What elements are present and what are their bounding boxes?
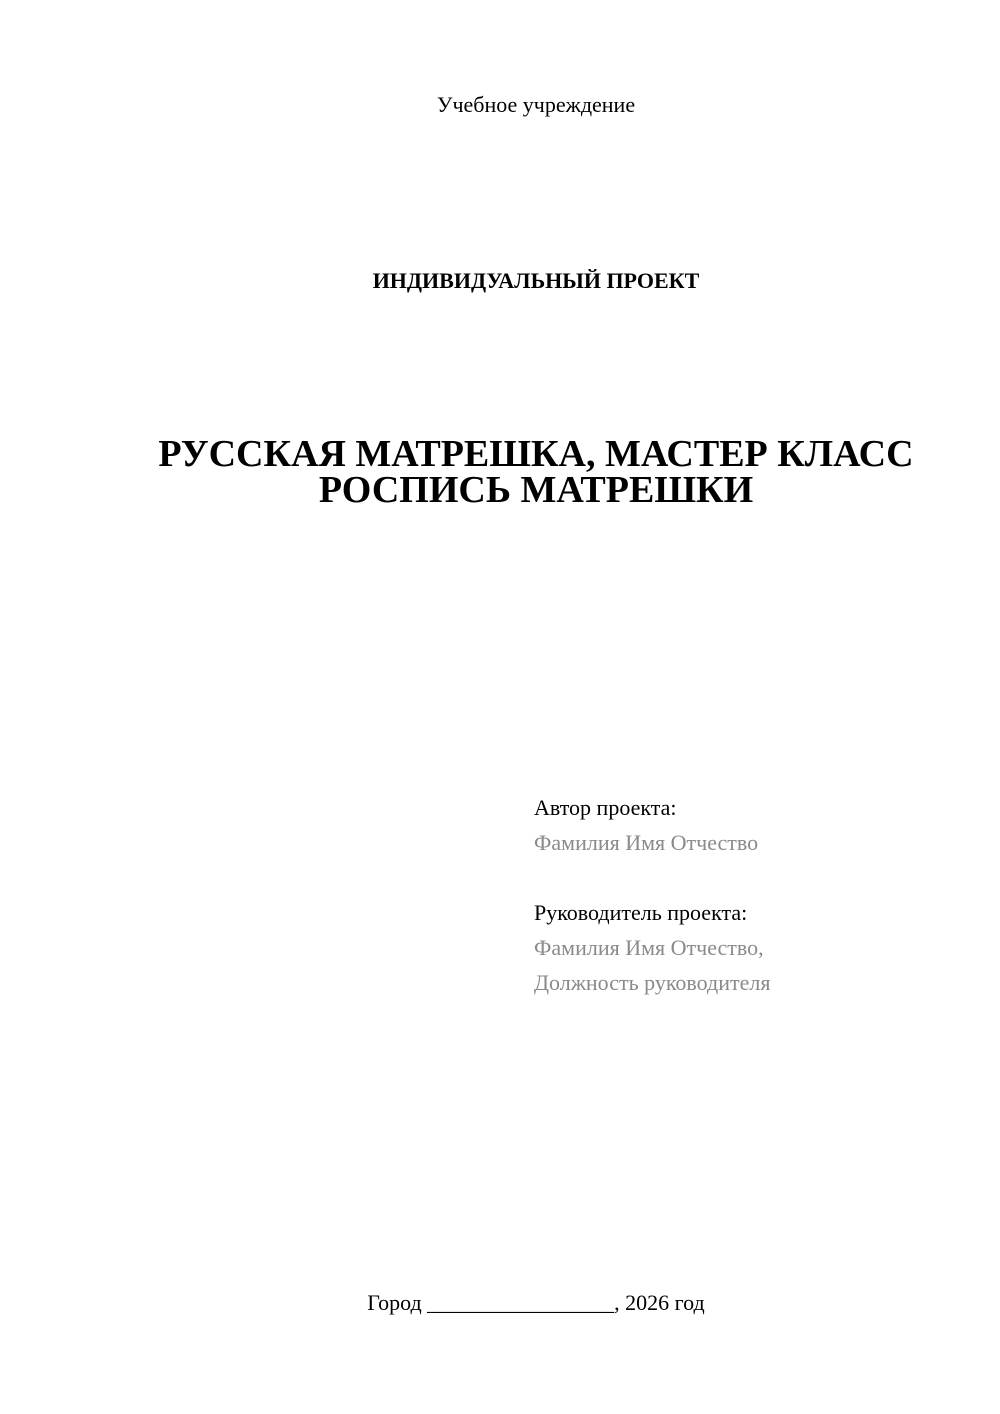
project-title-line-2: РОСПИСЬ МАТРЕШКИ bbox=[318, 469, 754, 511]
info-spacer bbox=[534, 860, 770, 895]
author-label: Автор проекта: bbox=[534, 795, 677, 820]
author-name: Фамилия Имя Отчество bbox=[534, 830, 759, 855]
supervisor-name: Фамилия Имя Отчество, bbox=[534, 935, 764, 960]
document-type: ИНДИВИДУАЛЬНЫЙ ПРОЕКТ bbox=[372, 268, 700, 293]
project-title-line-1: РУССКАЯ МАТРЕШКА, МАСТЕР КЛАСС bbox=[158, 433, 914, 475]
supervisor-label: Руководитель проекта: bbox=[534, 900, 748, 925]
project-info-block bbox=[534, 790, 770, 1000]
supervisor-position: Должность руководителя bbox=[534, 970, 771, 995]
project-title bbox=[0, 433, 1000, 511]
city-year-line: Город _________________, 2026 год bbox=[367, 1290, 705, 1315]
institution-name: Учебное учреждение bbox=[436, 92, 636, 117]
